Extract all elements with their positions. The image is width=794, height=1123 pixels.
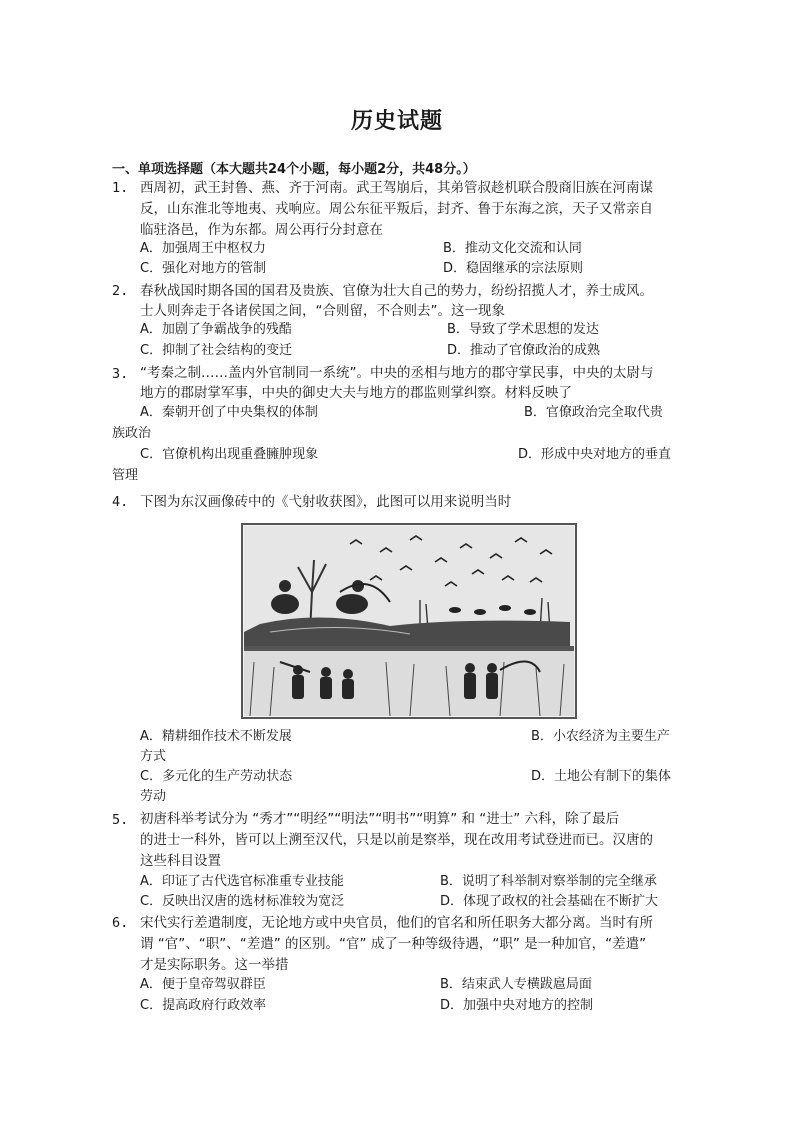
option-b: B．说明了科举制对察举制的完全继承 bbox=[440, 874, 657, 889]
option-c: C．强化对地方的管制 bbox=[140, 261, 267, 276]
option-c: C．反映出汉唐的选材标准较为宽泛 bbox=[140, 894, 345, 909]
question-text-line: 宋代实行差遣制度，无论地方或中央官员，他们的官名和所任职务大都分离。当时有所 bbox=[140, 915, 653, 931]
option-b: B．官僚政治完全取代贵 bbox=[524, 405, 663, 420]
option-c: C．抑制了社会结构的变迁 bbox=[140, 343, 293, 358]
option-c: C．多元化的生产劳动状态 bbox=[140, 769, 293, 784]
question-text-line: 谓 “官”、“职”、“差遣” 的区别。“官” 成了一种等级待遇，“职” 是一种加官，“差遣” bbox=[140, 936, 647, 952]
option-d: D．体现了政权的社会基础在不断扩大 bbox=[440, 894, 659, 909]
question-number: 4. bbox=[112, 494, 129, 510]
question-number: 1. bbox=[112, 180, 129, 196]
option-d-continuation: 管理 bbox=[112, 468, 139, 483]
question-text-line: 这些科目设置 bbox=[140, 853, 221, 869]
question-text-line: 反，山东淮北等地夷、戎响应。周公东征平叛后，封齐、鲁于东海之滨，天子又常亲自 bbox=[140, 201, 653, 217]
section-heading: 一、单项选择题（本大题共24个小题，每小题2分，共48分。） bbox=[112, 162, 476, 177]
option-d: D．稳固继承的宗法原则 bbox=[443, 261, 584, 276]
question-text-line: 临驻洛邑，作为东都。周公再行分封意在 bbox=[140, 222, 383, 238]
option-b: B．小农经济为主要生产 bbox=[531, 729, 670, 744]
option-d: D．形成中央对地方的垂直 bbox=[518, 447, 672, 462]
question-text-line: 地方的郡尉掌军事，中央的御史大夫与地方的郡监则掌纠察。材料反映了 bbox=[140, 385, 572, 401]
option-a: A．秦朝开创了中央集权的体制 bbox=[140, 405, 318, 420]
option-a-continuation: 方式 bbox=[140, 749, 167, 764]
question-number: 3. bbox=[112, 366, 129, 382]
option-b-continuation: 族政治 bbox=[112, 426, 152, 441]
option-b: B．推动文化交流和认同 bbox=[443, 241, 582, 256]
question-text-line: 下图为东汉画像砖中的《弋射收获图》，此图可以用来说明当时 bbox=[140, 494, 512, 510]
question-text-line: 西周初，武王封鲁、燕、齐于河南。武王驾崩后，其弟管叔趁机联合殷商旧族在河南谋 bbox=[140, 180, 653, 196]
option-d: D．推动了官僚政治的成熟 bbox=[447, 343, 601, 358]
question-text-line: 春秋战国时期各国的国君及贵族、官僚为壮大自己的势力，纷纷招揽人才，养士成风。 bbox=[140, 283, 653, 299]
option-b: B．结束武人专横跋扈局面 bbox=[440, 977, 592, 992]
option-c: C．提高政府行政效率 bbox=[140, 998, 267, 1013]
question-text-line: 士人则奔走于各诸侯国之间，“合则留，不合则去”。这一现象 bbox=[140, 303, 505, 319]
option-a: A．加剧了争霸战争的残酷 bbox=[140, 322, 292, 337]
page-title: 历史试题 bbox=[350, 109, 443, 134]
question-number: 6. bbox=[112, 915, 129, 931]
question-text-line: 才是实际职务。这一举措 bbox=[140, 957, 289, 973]
option-d: D．加强中央对地方的控制 bbox=[440, 998, 594, 1013]
question-text-line: “考秦之制……盖内外官制同一系统”。中央的丞相与地方的郡守掌民事，中央的太尉与 bbox=[140, 365, 654, 381]
question-number: 5. bbox=[112, 812, 129, 828]
option-c: C．官僚机构出现重叠臃肿现象 bbox=[140, 447, 319, 462]
option-a: A．加强周王中枢权力 bbox=[140, 241, 266, 256]
han-brick-woodcut-image bbox=[240, 522, 578, 720]
question-text-line: 初唐科举考试分为 “秀才”“明经”“明法”“明书”“明算” 和 “进士” 六科，除了最后 bbox=[140, 811, 620, 827]
option-a: A．精耕细作技术不断发展 bbox=[140, 729, 292, 744]
option-d: D．土地公有制下的集体 bbox=[531, 769, 672, 784]
option-c-continuation: 劳动 bbox=[140, 789, 167, 804]
option-a: A．便于皇帝驾驭群臣 bbox=[140, 977, 266, 992]
option-a: A．印证了古代选官标准重专业技能 bbox=[140, 874, 344, 889]
option-b: B．导致了学术思想的发达 bbox=[447, 322, 599, 337]
question-number: 2. bbox=[112, 283, 129, 299]
question-text-line: 的进士一科外，皆可以上溯至汉代，只是以前是察举，现在改用考试登进而已。汉唐的 bbox=[140, 832, 653, 848]
